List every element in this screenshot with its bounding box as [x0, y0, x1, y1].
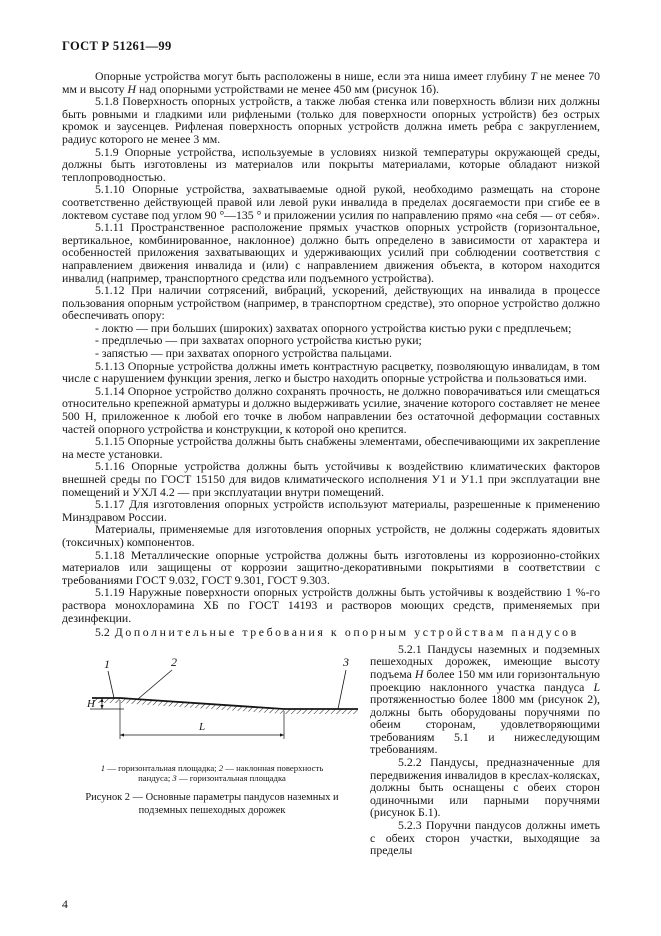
- figure-2: [62, 643, 362, 857]
- clause-5-1-9: 5.1.9 Опорные устройства, используемые в условиях низкой температуры окружающей среды, должны быть изготовлены из материалов или покрыты материалами, которые обладают низкой теплопроводностью.: [62, 144, 600, 184]
- callout-2-leader: [138, 670, 172, 699]
- standard-designation: ГОСТ Р 51261—99: [62, 39, 172, 53]
- callout-3-label: 3: [343, 654, 349, 669]
- variable-height-h: H: [414, 666, 424, 681]
- legend-text-2: — наклонная поверхность пандуса;: [138, 762, 324, 784]
- text-segment: более 150 мм или горизонтальную проекцию наклонного участка пандуса: [370, 666, 600, 694]
- legend-text-3: — горизонтальная площадка: [176, 773, 286, 784]
- clause-5-1-19: 5.1.19 Наружные поверхности опорных устройств должны быть устойчивы к воздействию 1 %-го раствора монохлорамина ХБ по ГОСТ 14193 и растворов моющих средств, применяемых при дезинфекции.: [62, 585, 600, 625]
- callout-1-label: 1: [104, 656, 110, 671]
- variable-length-l: L: [593, 679, 600, 694]
- figure-caption: Рисунок 2 — Основные параметры пандусов наземных и подземных пешеходных дорожек: [85, 791, 339, 816]
- paragraph-materials: Материалы, применяемые для изготовления опорных устройств, не должны содержать ядовитых (токсичных) компонентов.: [62, 522, 600, 549]
- ramp-section: [62, 643, 600, 857]
- section-title: Дополнительные требования к опорным устройствам пандусов: [114, 625, 579, 640]
- text-segment: над опорными устройствами не менее 450 мм (рисунок 1б).: [136, 81, 439, 96]
- legend-key-1: 1: [100, 762, 106, 773]
- clause-5-1-10: 5.1.10 Опорные устройства, захватываемые одной рукой, необходимо размещать на стороне соответственно действующей правой или левой руки инвалида в пределах досягаемости при сгибе ее в локтевом суставе под углом 90 °—135 ° и приложении усилия по направлению прямо «на себя — от себя».: [62, 182, 600, 222]
- text-segment: Опорные устройства могут быть расположены в нише, если эта ниша имеет глубину: [95, 69, 531, 83]
- callout-2-label: 2: [171, 654, 177, 669]
- clause-5-1-16: 5.1.16 Опорные устройства должны быть устойчивы к воздействию климатических факторов внешней среды по ГОСТ 15150 для видов климатического исполнения У1 и У1.1 при эксплуатации вне помещений и УХЛ 4.2 — при эксплуатации внутри помещений.: [62, 459, 600, 499]
- ramp-drawing: [62, 643, 362, 761]
- clause-5-2-3: 5.2.3 Поручни пандусов должны иметь с обеих сторон участки, выходящие за пределы: [370, 818, 600, 858]
- legend-key-2: 2: [218, 762, 224, 773]
- clause-5-1-13: 5.1.13 Опорные устройства должны иметь контрастную расцветку, позволяющую инвалидам, в том числе с нарушением функции зрения, легко и быстро находить опорные устройства и пользоваться ими.: [62, 358, 600, 386]
- height-label: H: [87, 697, 95, 710]
- legend-key-3: 3: [172, 773, 177, 784]
- list-item-forearm: - предплечью — при захватах опорного устройства кистью руки;: [95, 333, 422, 348]
- callout-3-leader: [338, 670, 346, 709]
- clause-5-1-12: 5.1.12 При наличии сотрясений, вибраций, ускорений, действующих на инвалида в процессе пользования опорным устройством (например, в транспортном средстве), это опорное устройство должно обеспечивать опору:: [62, 283, 600, 323]
- figure-legend: [62, 763, 362, 784]
- page-number: 4: [62, 897, 68, 911]
- callout-1-leader: [108, 671, 114, 698]
- body-text: [62, 70, 600, 857]
- clause-5-1-15: 5.1.15 Опорные устройства должны быть снабжены элементами, обеспечивающими их закрепление на месте установки.: [62, 434, 600, 461]
- list-item-elbow: - локтю — при больших (широких) захватах опорного устройства кистью руки с предплечьем;: [95, 320, 572, 335]
- section-heading-5-2: [62, 626, 600, 639]
- clause-5-1-8: 5.1.8 Поверхность опорных устройств, а также любая стенка или поверхность вблизи них должны быть ровными и гладкими или рифлеными (только для поверхности опорных устройств) без острых кромок и заусенцев. Рифленая поверхность опорных устройств должна иметь ребра с закруглением, радиус которого не менее 3 мм.: [62, 94, 600, 146]
- text-segment: не менее 70 мм и высоту: [62, 69, 601, 96]
- clause-5-1-11: 5.1.11 Пространственное расположение прямых участков опорных устройств (горизонтальное, вертикальное, комбинированное, наклонное) должно быть определено в зависимости от характера и особенностей приложения захватывающих и удерживающих усилий при соблюдении соответствия с направлением движения инвалида и (или) с направлением движения объекта, в котором находится инвалид (например, транспортного средства или подъемного устройства).: [62, 220, 600, 285]
- clause-5-1-18: 5.1.18 Металлические опорные устройства должны быть изготовлены из коррозионно-стойких материалов или защищены от коррозии защитно-декоративными покрытиями в соответствии с требованиями ГОСТ 9.032, ГОСТ 9.301, ГОСТ 9.303.: [62, 547, 600, 587]
- clause-5-1-17: 5.1.17 Для изготовления опорных устройств используют материалы, разрешенные к применению Минздравом России.: [62, 497, 600, 524]
- paragraph-niche-placement: [62, 70, 600, 95]
- clause-5-1-14: 5.1.14 Опорное устройство должно сохранять прочность, не должно поворачиваться или смещаться относительно крепежной арматуры и должно выдерживать усилие, значение которого составляет не менее 500 Н, приложенное к любой его точке в любом направлении без остаточной деформации составных частей опорного устройства и конструкции, к которой оно крепится.: [62, 383, 600, 436]
- variable-depth-t: T: [530, 69, 537, 83]
- legend-text-1: — горизонтальная площадка;: [105, 762, 219, 773]
- clause-5-2-2: 5.2.2 Пандусы, предназначенные для передвижения инвалидов в креслах-колясках, должны быть оснащены с обеих сторон одиночными или парными поручнями (рисунок Б.1).: [370, 755, 600, 820]
- ramp-requirements: [370, 643, 600, 857]
- variable-height-h: H: [127, 81, 136, 96]
- text-segment: 5.2.1 Пандусы наземных и подземных пешеходных дорожек, имеющие высоту подъема: [370, 641, 600, 681]
- ground-hatching: [92, 698, 358, 714]
- section-number: 5.2: [95, 625, 110, 640]
- list-item-wrist: - запястью — при захватах опорного устройства пальцами.: [95, 346, 392, 361]
- text-segment: протяженностью более 1800 мм (рисунок 2), должны быть оборудованы поручнями по обеим сторонам, удовлетворяющими требованиям 5.1 и нижеследующим требованиям.: [370, 692, 600, 757]
- clause-5-2-1: [370, 643, 600, 756]
- length-label: L: [198, 720, 206, 733]
